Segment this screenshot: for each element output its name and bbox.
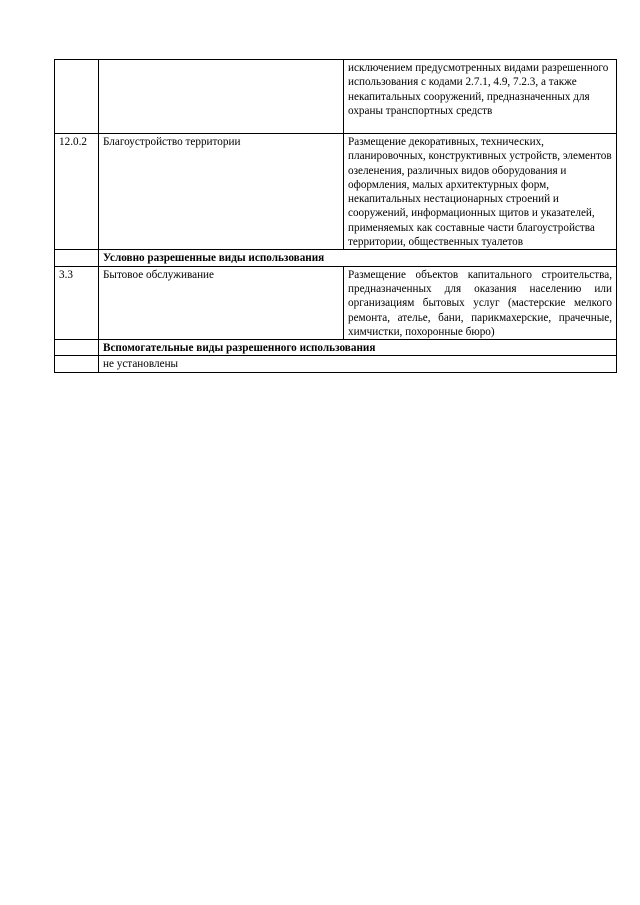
empty-cell [55,250,99,266]
section-heading-conditional: Условно разрешенные виды использования [99,250,617,266]
name-cell: Благоустройство территории [99,134,344,250]
description-cell: исключением предусмотренных видами разрешенного использования с кодами 2.7.1, 4.9, 7.2.3, а также некапитальных сооружений, предназначенных для охраны транспортных средств [344,60,617,134]
code-cell: 3.3 [55,266,99,339]
empty-cell [55,340,99,356]
table-row [55,266,617,339]
code-cell: 12.0.2 [55,134,99,250]
permitted-use-table [54,59,617,373]
table-row [55,60,617,134]
name-cell: Бытовое обслуживание [99,266,344,339]
table-row [55,356,617,372]
code-cell [55,356,99,372]
section-heading-auxiliary: Вспомогательные виды разрешенного использования [99,340,617,356]
table-row [55,134,617,250]
name-cell [99,60,344,134]
code-cell [55,60,99,134]
description-cell: Размещение декоративных, технических, планировочных, конструктивных устройств, элементов озеленения, различных видов оборудования и оформления, малых архитектурных форм, некапитальных нестационарных строений и сооружений, информационных щитов и указателей, применяемых как составные части благоустройства территории, общественных туалетов [344,134,617,250]
description-cell: Размещение объектов капитального строительства, предназначенных для оказания населению или организациям бытовых услуг (мастерские мелкого ремонта, ателье, бани, парикмахерские, прачечные, химчистки, похоронные бюро) [344,266,617,339]
section-header-row [55,340,617,356]
name-cell: не установлены [99,356,617,372]
section-header-row [55,250,617,266]
